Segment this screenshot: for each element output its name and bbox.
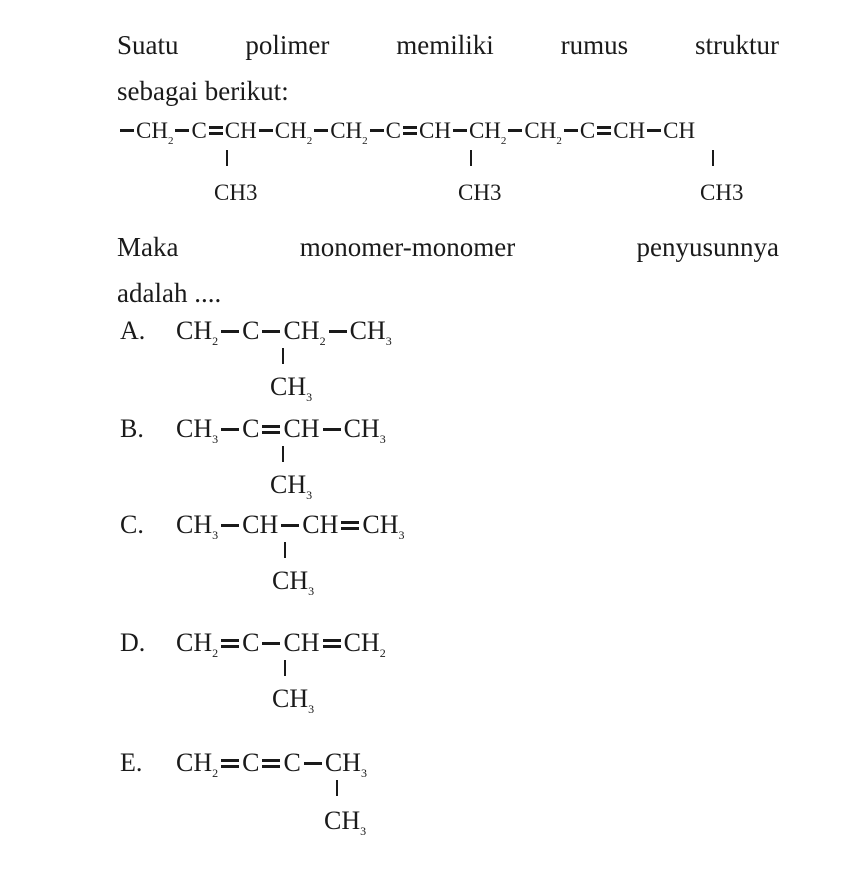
option-a-label[interactable]: A.: [120, 316, 146, 345]
word: rumus: [560, 30, 629, 60]
word: struktur: [695, 30, 779, 60]
option-e-branch: $CH_3$: [324, 806, 367, 838]
option-e-formula[interactable]: $CH_2$ C C $CH_3$: [176, 748, 367, 780]
option-b-branch: $CH_3$: [270, 470, 313, 502]
option-c-label[interactable]: C.: [120, 510, 144, 539]
option-c-branch: $CH_3$: [272, 566, 315, 598]
branch-bond: [336, 780, 338, 796]
option-d-formula[interactable]: $CH_2$ C CH $CH_2$: [176, 628, 386, 660]
polymer-branch: [458, 180, 501, 206]
polymer-branch: [700, 180, 743, 206]
option-e-label[interactable]: E.: [120, 748, 143, 777]
option-a-branch: $CH_3$: [270, 372, 313, 404]
word: monomer-monomer: [299, 232, 516, 262]
branch-text: CH3: [458, 180, 502, 205]
option-d-branch: $CH_3$: [272, 684, 315, 716]
word: Suatu: [117, 30, 179, 60]
branch-bond: [282, 446, 284, 462]
word: polimer: [245, 30, 330, 60]
branch-text: CH3: [214, 180, 258, 205]
branch-bond: [284, 542, 286, 558]
question-line-4: adalah ....: [117, 278, 222, 308]
option-d-label[interactable]: D.: [120, 628, 146, 657]
branch-bond: [282, 348, 284, 364]
option-b-formula[interactable]: $CH_3$ C CH $CH_3$: [176, 414, 386, 446]
word: memiliki: [396, 30, 494, 60]
branch-bond: [470, 150, 472, 166]
option-a-formula[interactable]: $CH_2$ C $CH_2$ $CH_3$: [176, 316, 392, 348]
branch-text: CH3: [700, 180, 744, 205]
branch-bond: [226, 150, 228, 166]
branch-bond: [712, 150, 714, 166]
question-line-1: [117, 30, 779, 61]
branch-bond: [284, 660, 286, 676]
word: Maka: [117, 232, 179, 262]
question-line-3: [117, 232, 779, 263]
word: penyusunnya: [636, 232, 779, 262]
option-c-formula[interactable]: $CH_3$ CH CH $CH_3$: [176, 510, 405, 542]
polymer-branch: [214, 180, 257, 206]
option-b-label[interactable]: B.: [120, 414, 144, 443]
question-line-2: sebagai berikut:: [117, 76, 289, 106]
polymer-chain: $CH_2$ C CH $CH_2$ $CH_2$ C CH $CH_2$ $CH_2$ C CH CH: [118, 118, 695, 147]
